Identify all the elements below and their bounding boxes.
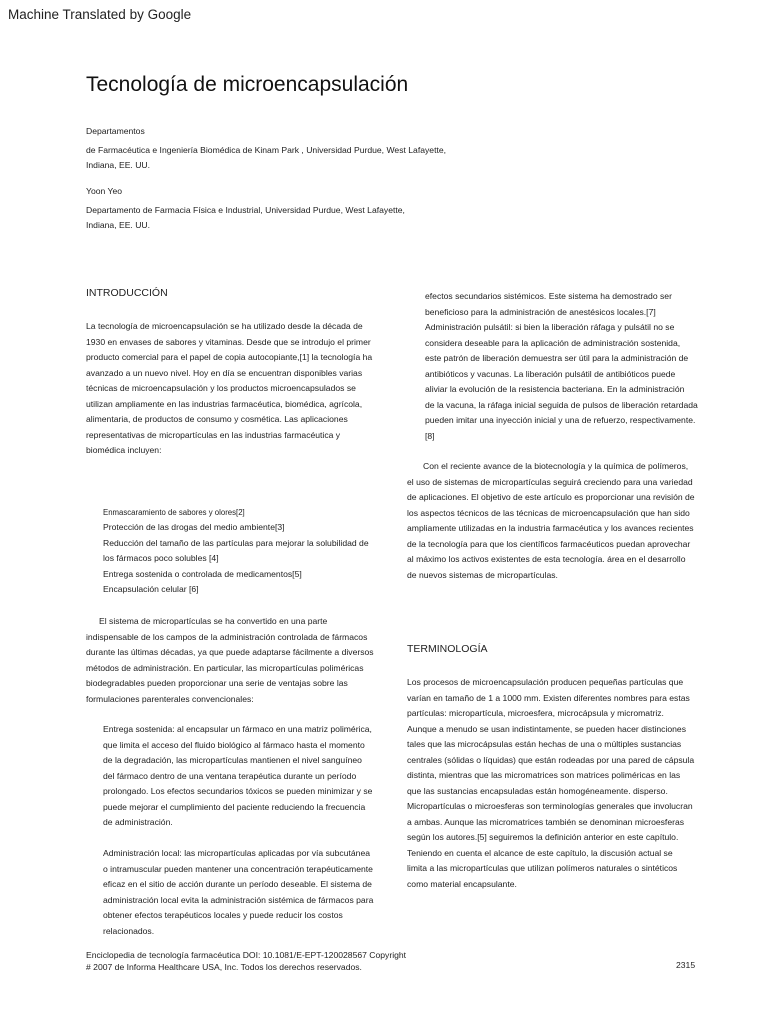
text-line: o intramuscular pueden mantener una concentración terapéuticamente: [103, 863, 373, 874]
text-line: Los procesos de microencapsulación producen pequeñas partículas que: [407, 677, 684, 687]
text-line: pueden imitar una inyección inicial y una de refuerzo, respectivamente.: [425, 415, 696, 425]
microparticle-paragraph: [86, 614, 374, 707]
list-item: Encapsulación celular [6]: [103, 584, 199, 594]
text-line: como material encapsulante.: [407, 878, 517, 889]
text-line: obtener efectos terapéuticos locales y puede reducir los costos: [103, 910, 343, 920]
text-line: partículas: micropartícula, microesfera, microcápsula y micromatriz.: [407, 708, 664, 718]
section-heading-terminology: TERMINOLOGÍA: [407, 643, 488, 655]
text-line: Con el reciente avance de la biotecnología y la química de polímeros,: [423, 461, 689, 471]
text-line: Entrega sostenida: al encapsular un fármaco en una matriz polimérica,: [103, 724, 372, 734]
text-line: varían en tamaño de 1 a 1000 mm. Existen diferentes nombres para estas: [407, 692, 690, 703]
footer-line-2: # 2007 de Informa Healthcare USA, Inc. Todos los derechos reservados.: [86, 962, 362, 972]
list-item: Entrega sostenida o controlada de medicamentos[5]: [103, 568, 302, 579]
text-line: relacionados.: [103, 925, 155, 936]
text-line: de la vacuna, la ráfaga inicial seguida de pulsos de liberación retardada: [425, 399, 698, 410]
text-line: utilizan ampliamente en las industrias farmacéutica, biomédica, agrícola,: [86, 398, 363, 409]
text-line: ampliamente utilizadas en la industria farmacéutica y los avances recientes: [407, 523, 694, 533]
text-line: formulaciones parenterales convencionales:: [86, 693, 254, 704]
text-line: prolongado. Los efectos secundarios tóxicos se pueden minimizar y se: [103, 786, 373, 796]
text-line: métodos de administración. En particular, las micropartículas poliméricas: [86, 662, 364, 673]
text-line: según los autores.[5] seguiremos la definición anterior en este capítulo.: [407, 832, 679, 842]
article-title: Tecnología de microencapsulación: [86, 73, 409, 96]
text-line: de la degradación, las micropartículas mantienen el nivel sanguíneo: [103, 755, 362, 765]
text-line: centrales (sólidas o líquidas) que están rodeadas por una pared de cápsula: [407, 754, 695, 765]
text-line: que limita el acceso del fluido biológico al fármaco hasta el momento: [103, 739, 365, 750]
author-affiliation-2: [86, 184, 405, 234]
intro-paragraph: [86, 319, 372, 459]
banner-text: Machine Translated by Google: [8, 7, 192, 22]
text-line: durante las últimas décadas, ya que puede adaptarse fácilmente a diversos: [86, 647, 374, 657]
text-line: este patrón de liberación demuestra ser útil para la administración de: [425, 353, 689, 363]
local-delivery-paragraph: [103, 846, 373, 939]
text-line: biodegradables pueden proporcionar una serie de ventajas sobre las: [86, 678, 348, 688]
author-1-line-2: Indiana, EE. UU.: [86, 160, 151, 170]
text-line: El sistema de micropartículas se ha convertido en una parte: [99, 616, 328, 626]
text-line: limita a las micropartículas que utilizan polímeros naturales o sintéticos: [407, 863, 678, 873]
text-line: [8]: [425, 430, 435, 441]
text-line: indispensable de los campos de la administración controlada de fármacos: [86, 631, 368, 642]
section-heading-introduction: INTRODUCCIÓN: [86, 287, 168, 299]
text-line: biomédica incluyen:: [86, 445, 162, 455]
text-line: técnicas de microencapsulación y los productos microencapsulados se: [86, 383, 356, 393]
text-line: puede mejorar el cumplimiento del paciente reduciendo la frecuencia: [103, 801, 366, 812]
text-line: de aplicaciones. El objetivo de este artículo es proporcionar una revisión de: [407, 492, 695, 502]
text-line: avanzado a un nuevo nivel. Hoy en día se encuentran disponibles varias: [86, 367, 363, 378]
text-line: el uso de sistemas de micropartículas seguirá creciendo para una variedad: [407, 476, 693, 487]
footer-line-1: Enciclopedia de tecnología farmacéutica DOI: 10.1081/E-EPT-120028567 Copyright: [86, 950, 407, 960]
text-line: al máximo los activos existentes de esta tecnología. área en el desarrollo: [407, 554, 686, 564]
text-line: de nuevos sistemas de micropartículas.: [407, 569, 558, 580]
applications-list: [103, 520, 369, 598]
list-item: los fármacos poco solubles [4]: [103, 553, 219, 563]
text-line: Administración local: las micropartículas aplicadas por vía subcutánea: [103, 848, 371, 858]
page-number: 2315: [676, 960, 696, 970]
text-line: efectos secundarios sistémicos. Este sistema ha demostrado ser: [425, 291, 672, 301]
text-line: Micropartículas o microesferas son terminologías generales que involucran: [407, 801, 693, 811]
list-item: Enmascaramiento de sabores y olores[2]: [103, 508, 245, 517]
text-line: aliviar la evolución de la resistencia bacteriana. En la administración: [425, 384, 685, 394]
text-line: tales que las microcápsulas están hechas de una o múltiples sustancias: [407, 739, 682, 749]
author-1-line-1: de Farmacéutica e Ingeniería Biomédica de Kinam Park , Universidad Purdue, West Lafayette,: [86, 144, 447, 155]
text-line: del fármaco dentro de una ventana terapéutica durante un período: [103, 770, 357, 781]
text-line: representativas de micropartículas en las industrias farmacéutica y: [86, 429, 341, 440]
author-1-name: Departamentos: [86, 126, 145, 136]
text-line: los aspectos técnicos de las técnicas de microencapsulación que han sido: [407, 507, 690, 518]
text-line: a ambas. Aunque las micromatrices también se denominan microesferas: [407, 816, 685, 827]
author-2-line-1: Departamento de Farmacia Física e Industrial, Universidad Purdue, West Lafayette,: [86, 204, 405, 215]
text-line: antibióticos y vacunas. La liberación pulsátil de antibióticos puede: [425, 368, 676, 379]
text-line: producto comercial para el papel de copia autocopiante,[1] la tecnología ha: [86, 352, 373, 362]
text-line: considera deseable para la aplicación de administración sostenida,: [425, 337, 681, 348]
text-line: Administración pulsátil: si bien la liberación ráfaga y pulsátil no se: [425, 322, 675, 332]
text-line: 1930 en envases de sabores y vitaminas. Desde que se introdujo el primer: [86, 336, 371, 347]
text-line: Teniendo en cuenta el alcance de este capítulo, la discusión actual se: [407, 847, 673, 858]
copyright-footer: [86, 949, 406, 973]
biotech-paragraph: [407, 459, 695, 583]
side-effects-paragraph: [425, 289, 698, 444]
author-2-name: Yoon Yeo: [86, 186, 123, 196]
terminology-paragraph: [407, 675, 694, 892]
text-line: de administración.: [103, 817, 173, 827]
list-item: Reducción del tamaño de las partículas para mejorar la solubilidad de: [103, 537, 369, 548]
text-line: administración local evita la administración sistémica de fármacos para: [103, 894, 374, 905]
text-line: que las sustancias encapsuladas están homogéneamente. disperso.: [407, 785, 668, 796]
text-line: Aunque a menudo se usan indistintamente, se pueden hacer distinciones: [407, 723, 687, 734]
translation-banner: [0, 0, 768, 30]
text-line: beneficioso para la administración de anestésicos locales.[7]: [425, 306, 656, 317]
text-line: alimentaria, de productos de consumo y cosmética. Las aplicaciones: [86, 414, 348, 424]
text-line: distinta, mientras que las micromatrices son matrices poliméricas en las: [407, 770, 681, 780]
text-line: eficaz en el sitio de acción durante un período deseable. El sistema de: [103, 879, 372, 889]
text-line: de la tecnología para que los científicos farmacéuticos puedan aprovechar: [407, 538, 691, 549]
list-item: Protección de las drogas del medio ambiente[3]: [103, 522, 285, 532]
author-affiliation-1: [86, 124, 446, 174]
author-2-line-2: Indiana, EE. UU.: [86, 220, 151, 230]
sustained-delivery-paragraph: [103, 722, 372, 831]
text-line: La tecnología de microencapsulación se ha utilizado desde la década de: [86, 321, 363, 331]
